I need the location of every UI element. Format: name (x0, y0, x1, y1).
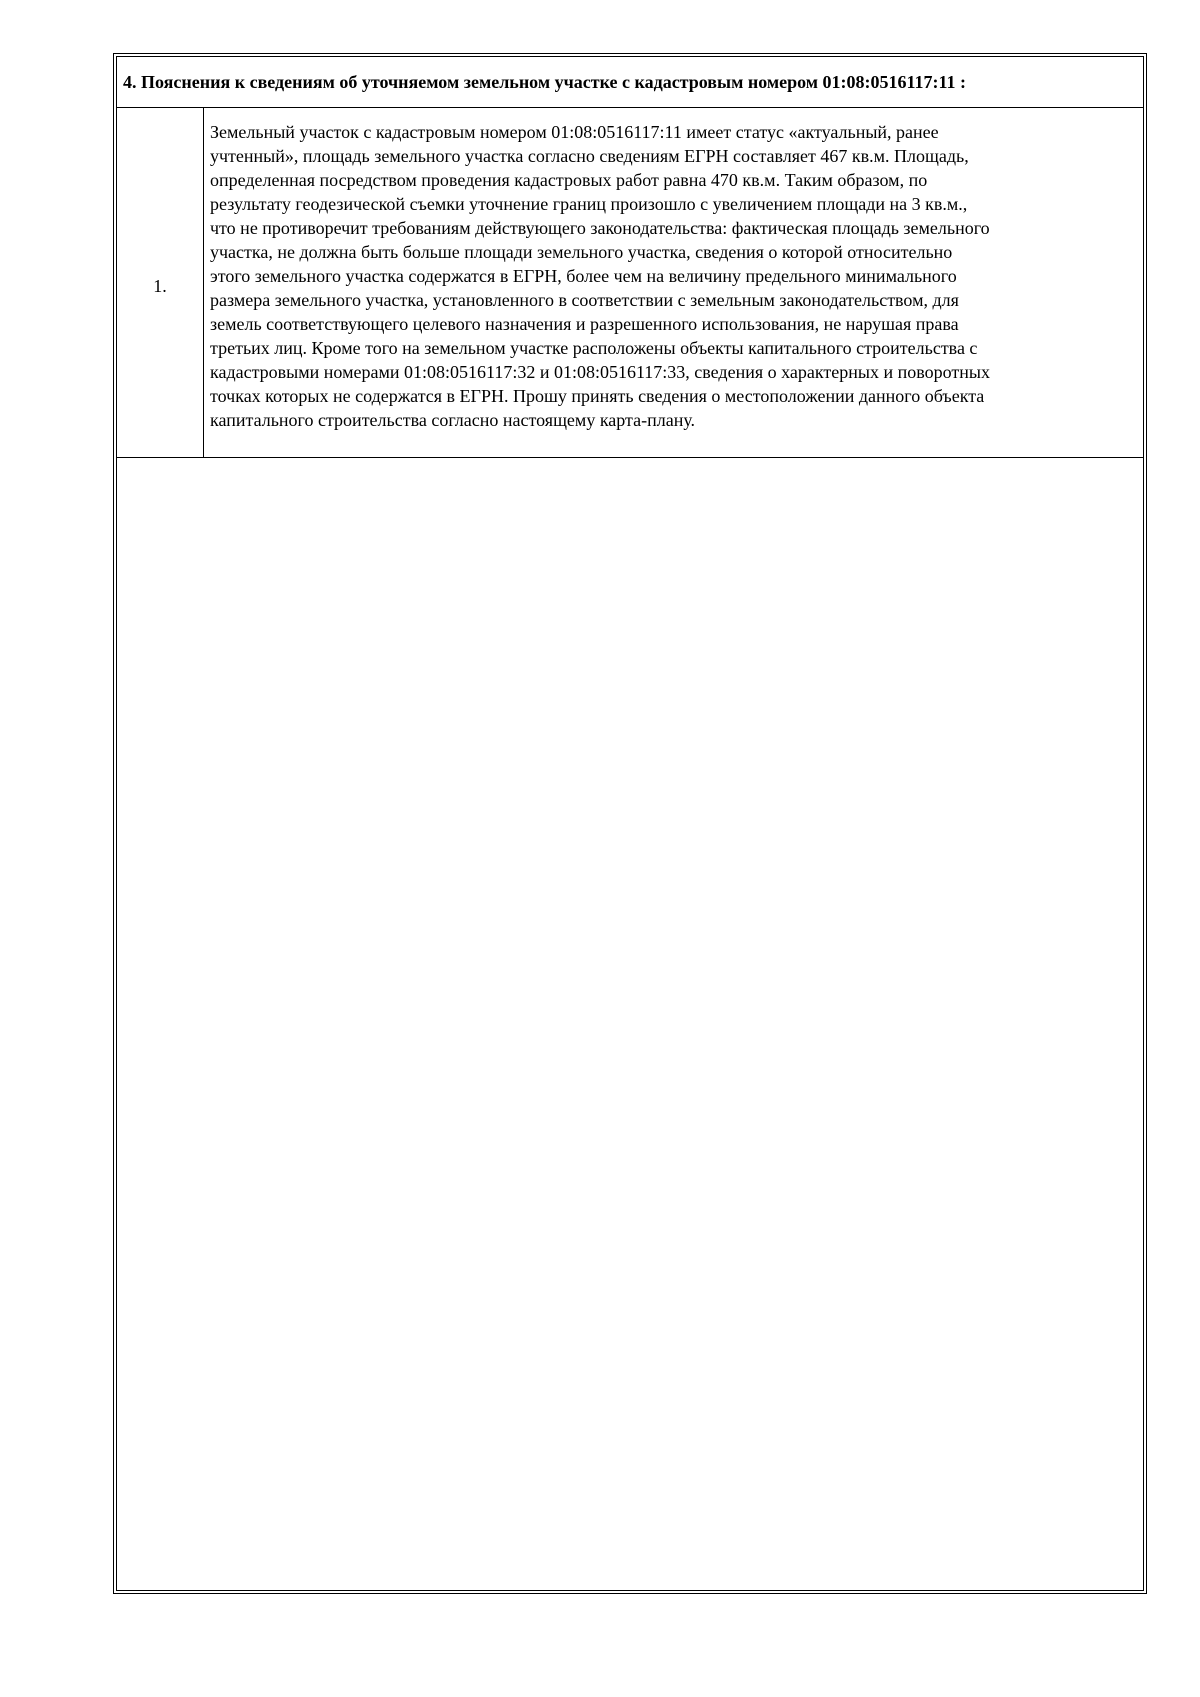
explanation-line: участка, не должна быть больше площади земельного участка, сведения о которой относительно (210, 242, 953, 262)
item-text-cell (204, 108, 1143, 457)
explanation-line: третьих лиц. Кроме того на земельном участке расположены объекты капитального строительства с (210, 338, 978, 358)
explanation-line: земель соответствующего целевого назначения и разрешенного использования, не нарушая права (210, 314, 959, 334)
explanation-line: результату геодезической съемки уточнение границ произошло с увеличением площади на 3 кв.м., (210, 194, 968, 214)
explanation-line: кадастровыми номерами 01:08:0516117:32 и 01:08:0516117:33, сведения о характерных и поворотных (210, 362, 990, 382)
explanation-line: учтенный», площадь земельного участка согласно сведениям ЕГРН составляет 467 кв.м. Площадь, (210, 146, 969, 166)
item-number: 1. (153, 276, 167, 296)
explanation-line: точках которых не содержатся в ЕГРН. Прошу принять сведения о местоположении данного объекта (210, 386, 985, 406)
explanation-line: определенная посредством проведения кадастровых работ равна 470 кв.м. Таким образом, по (210, 170, 928, 190)
explanation-line: капитального строительства согласно настоящему карта-плану. (210, 410, 696, 430)
explanation-line: размера земельного участка, установленного в соответствии с земельным законодательством, для (210, 290, 959, 310)
explanation-row (117, 108, 1143, 458)
explanation-line: Земельный участок с кадастровым номером 01:08:0516117:11 имеет статус «актуальный, ранее (210, 122, 939, 142)
item-number-cell (117, 108, 204, 457)
explanation-line: что не противоречит требованиям действующего законодательства: фактическая площадь земельного (210, 218, 990, 238)
section-header: 4. Пояснения к сведениям об уточняемом земельном участке с кадастровым номером 01:08:0516117:11 : (123, 71, 967, 92)
section-header-row (117, 57, 1143, 108)
document-frame (113, 53, 1147, 1594)
explanation-line: этого земельного участка содержатся в ЕГРН, более чем на величину предельного минимального (210, 266, 957, 286)
